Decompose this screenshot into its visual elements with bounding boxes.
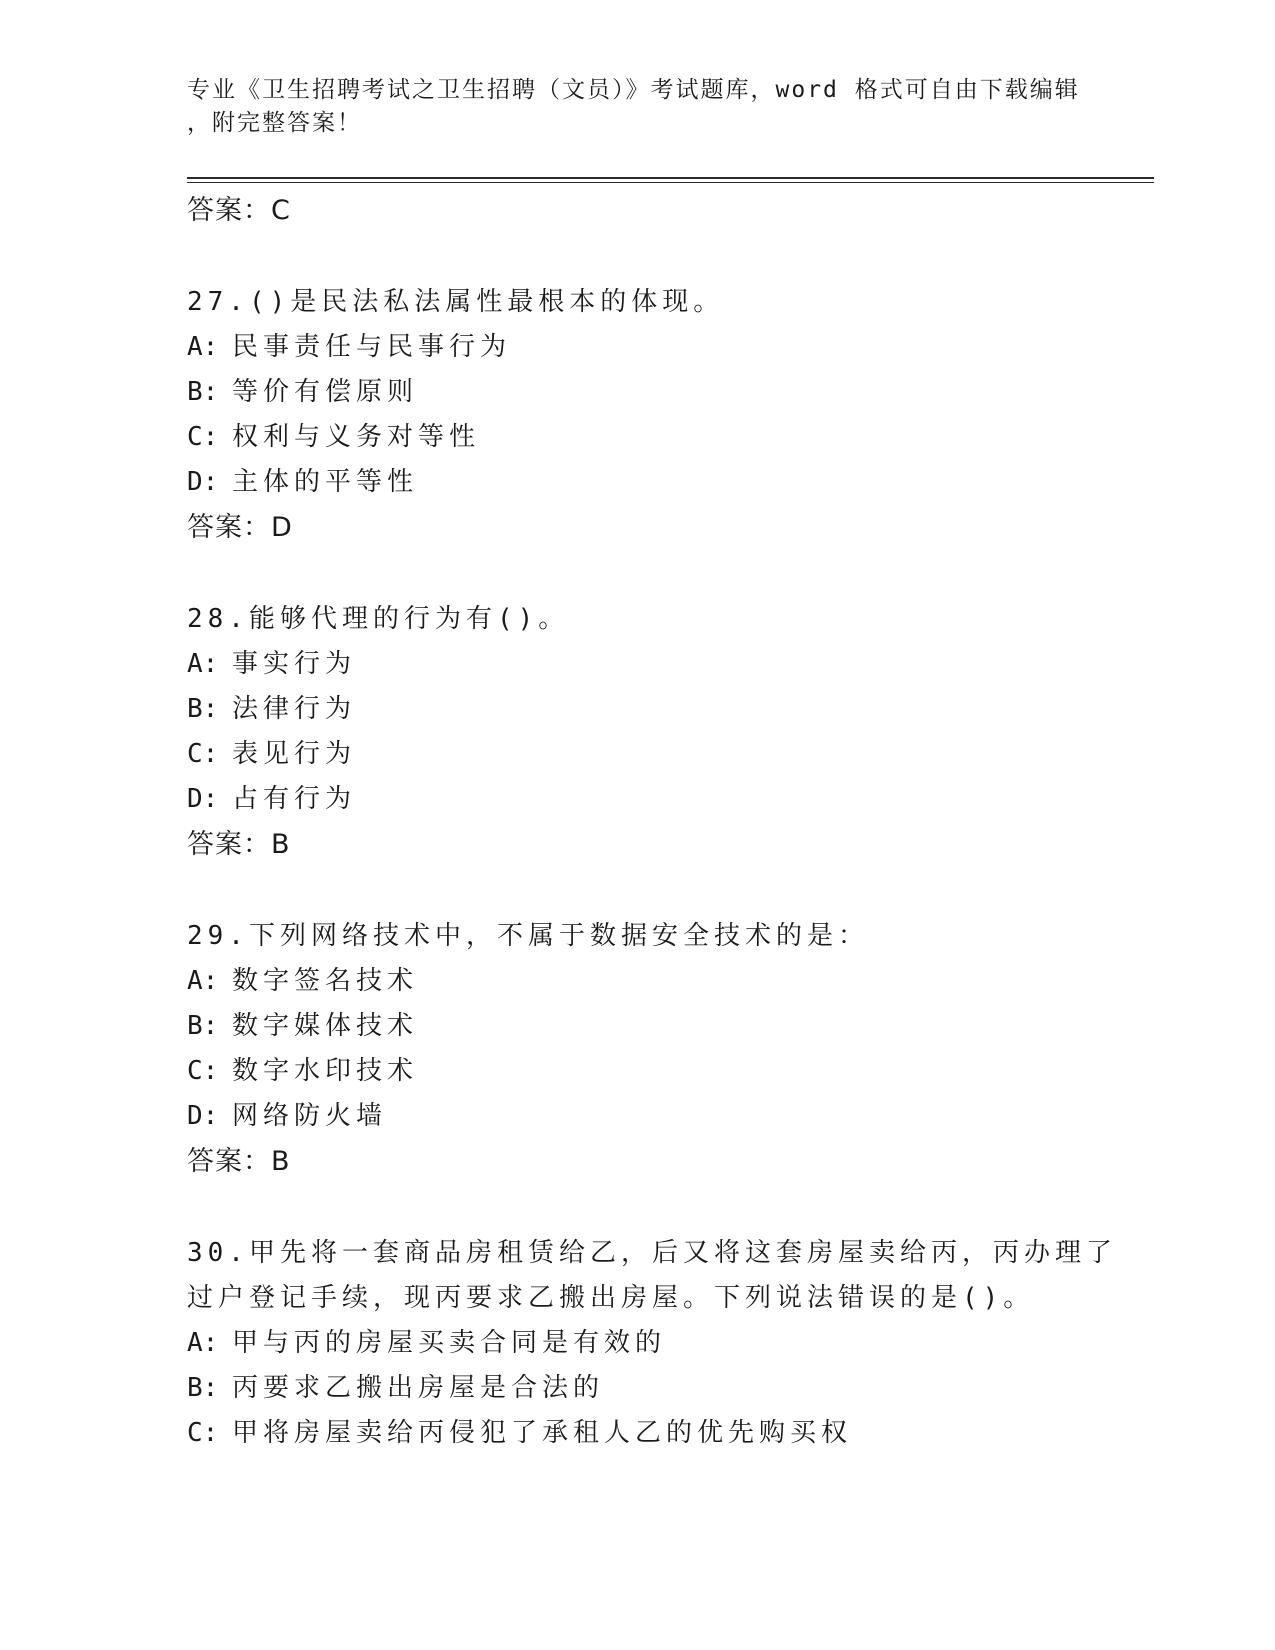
answer-line: 答案：B xyxy=(187,1146,291,1177)
question-list xyxy=(187,188,1147,1456)
document-header: 专业《卫生招聘考试之卫生招聘（文员）》考试题库，word 格式可自由下载编辑 ，附完整答案！ xyxy=(187,77,1080,136)
header-divider-thin xyxy=(187,182,1154,183)
option-a xyxy=(187,1321,1147,1366)
option-key: A: xyxy=(187,966,219,996)
option-d xyxy=(187,777,1147,822)
question-block xyxy=(187,1231,1147,1456)
option-key: A: xyxy=(187,332,219,362)
option-key: D: xyxy=(187,1101,219,1131)
option-c xyxy=(187,415,1147,460)
option-text: 民事责任与民事行为 xyxy=(232,332,512,362)
question-stem: 30.甲先将一套商品房租赁给乙，后又将这套房屋卖给丙，丙办理了过户登记手续，现丙要求乙搬出房屋。下列说法错误的是()。 xyxy=(187,1238,1117,1313)
header-divider-thick xyxy=(187,177,1154,179)
option-b xyxy=(187,687,1147,732)
option-a xyxy=(187,642,1147,687)
option-key: A: xyxy=(187,649,219,679)
spacer xyxy=(187,550,1147,597)
option-text: 占有行为 xyxy=(232,784,357,814)
option-c xyxy=(187,732,1147,777)
option-text: 法律行为 xyxy=(232,694,357,724)
option-text: 事实行为 xyxy=(232,649,357,679)
option-key: D: xyxy=(187,784,219,814)
option-text: 甲将房屋卖给丙侵犯了承租人乙的优先购买权 xyxy=(232,1418,853,1448)
option-key: D: xyxy=(187,467,219,497)
option-text: 表见行为 xyxy=(232,739,357,769)
option-b xyxy=(187,1004,1147,1049)
question-stem: 28.能够代理的行为有()。 xyxy=(187,604,570,634)
answer-line: 答案：C xyxy=(187,195,291,226)
spacer xyxy=(187,1184,1147,1231)
option-text: 丙要求乙搬出房屋是合法的 xyxy=(232,1373,605,1403)
option-a xyxy=(187,959,1147,1004)
question-stem: 29.下列网络技术中，不属于数据安全技术的是： xyxy=(187,921,869,951)
option-d xyxy=(187,1094,1147,1139)
option-key: A: xyxy=(187,1328,219,1358)
question-block xyxy=(187,914,1147,1231)
option-text: 数字水印技术 xyxy=(232,1056,419,1086)
option-key: B: xyxy=(187,1011,219,1041)
option-d xyxy=(187,460,1147,505)
option-text: 权利与义务对等性 xyxy=(232,422,481,452)
option-text: 数字签名技术 xyxy=(232,966,419,996)
question-block xyxy=(187,597,1147,914)
option-text: 甲与丙的房屋买卖合同是有效的 xyxy=(232,1328,667,1358)
option-text: 主体的平等性 xyxy=(232,467,419,497)
option-key: C: xyxy=(187,1056,219,1086)
question-block xyxy=(187,280,1147,597)
answer-line: 答案：D xyxy=(187,512,293,543)
option-key: B: xyxy=(187,377,219,407)
option-a xyxy=(187,325,1147,370)
option-c xyxy=(187,1049,1147,1094)
option-text: 网络防火墙 xyxy=(232,1101,388,1131)
option-key: B: xyxy=(187,694,219,724)
option-key: C: xyxy=(187,1418,219,1448)
option-key: C: xyxy=(187,422,219,452)
option-b xyxy=(187,370,1147,415)
question-stem: 27.()是民法私法属性最根本的体现。 xyxy=(187,287,725,317)
spacer xyxy=(187,233,1147,280)
option-text: 等价有偿原则 xyxy=(232,377,419,407)
option-key: C: xyxy=(187,739,219,769)
option-c xyxy=(187,1411,1147,1456)
option-key: B: xyxy=(187,1373,219,1403)
answer-line: 答案：B xyxy=(187,829,291,860)
spacer xyxy=(187,867,1147,914)
option-b xyxy=(187,1366,1147,1411)
option-text: 数字媒体技术 xyxy=(232,1011,419,1041)
